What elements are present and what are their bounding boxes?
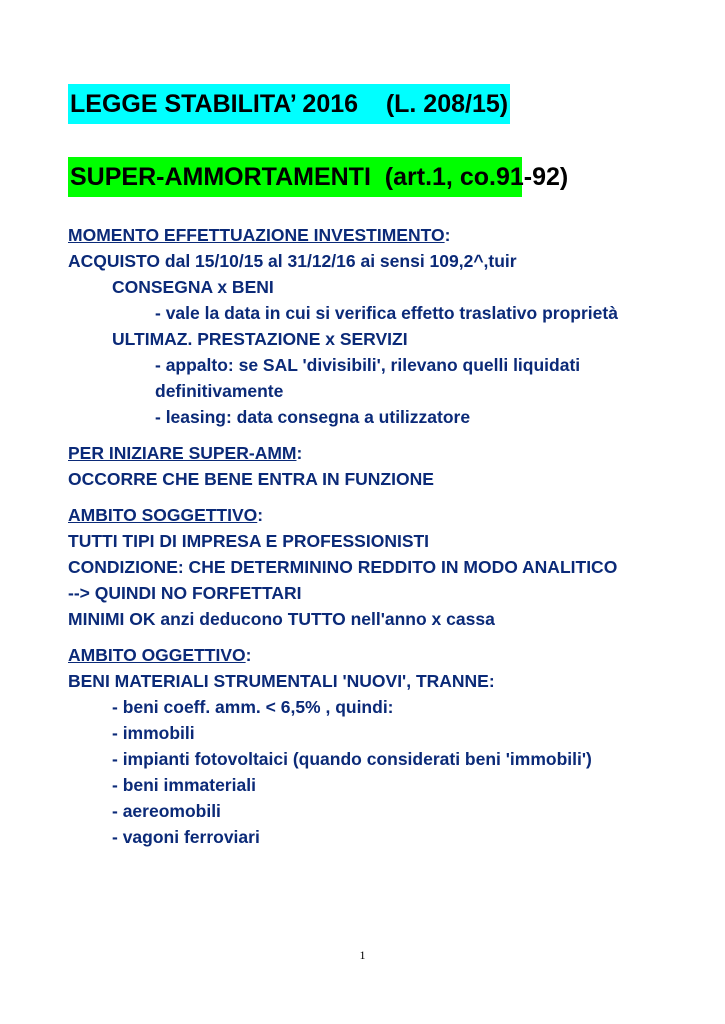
- page-number: 1: [359, 948, 366, 962]
- oggettivo-line: - aereomobili: [112, 801, 221, 821]
- section-heading-momento: MOMENTO EFFETTUAZIONE INVESTIMENTO:: [68, 225, 451, 245]
- momento-line: definitivamente: [155, 381, 284, 401]
- section-heading-oggettivo: AMBITO OGGETTIVO:: [68, 645, 252, 665]
- oggettivo-line: - immobili: [112, 723, 195, 743]
- topic-title: SUPER-AMMORTAMENTI (art.1, co.91-92): [68, 157, 522, 197]
- section-heading-iniziare: PER INIZIARE SUPER-AMM:: [68, 443, 303, 463]
- soggettivo-line: MINIMI OK anzi deducono TUTTO nell'anno x cassa: [68, 609, 495, 629]
- iniziare-line: OCCORRE CHE BENE ENTRA IN FUNZIONE: [68, 469, 434, 489]
- momento-line: - appalto: se SAL 'divisibili', rilevano quelli liquidati: [155, 355, 581, 375]
- momento-line: ACQUISTO dal 15/10/15 al 31/12/16 ai sensi 109,2^,tuir: [68, 251, 517, 271]
- oggettivo-line: - beni coeff. amm. < 6,5% , quindi:: [112, 697, 394, 717]
- soggettivo-line: --> QUINDI NO FORFETTARI: [68, 583, 302, 603]
- momento-line: - vale la data in cui si verifica effetto traslativo proprietà: [155, 303, 618, 323]
- oggettivo-line: - vagoni ferroviari: [112, 827, 260, 847]
- soggettivo-line: CONDIZIONE: CHE DETERMININO REDDITO IN MODO ANALITICO: [68, 557, 618, 577]
- oggettivo-line: - beni immateriali: [112, 775, 256, 795]
- momento-line: - leasing: data consegna a utilizzatore: [155, 407, 471, 427]
- section-heading-soggettivo: AMBITO SOGGETTIVO:: [68, 505, 264, 525]
- law-title: LEGGE STABILITA’ 2016 (L. 208/15): [68, 84, 510, 124]
- document-body: [68, 222, 698, 850]
- soggettivo-line: TUTTI TIPI DI IMPRESA E PROFESSIONISTI: [68, 531, 430, 551]
- oggettivo-line: BENI MATERIALI STRUMENTALI 'NUOVI', TRANNE:: [68, 671, 495, 691]
- momento-line: ULTIMAZ. PRESTAZIONE x SERVIZI: [112, 329, 408, 349]
- oggettivo-line: - impianti fotovoltaici (quando considerati beni 'immobili'): [112, 749, 592, 769]
- momento-line: CONSEGNA x BENI: [112, 277, 274, 297]
